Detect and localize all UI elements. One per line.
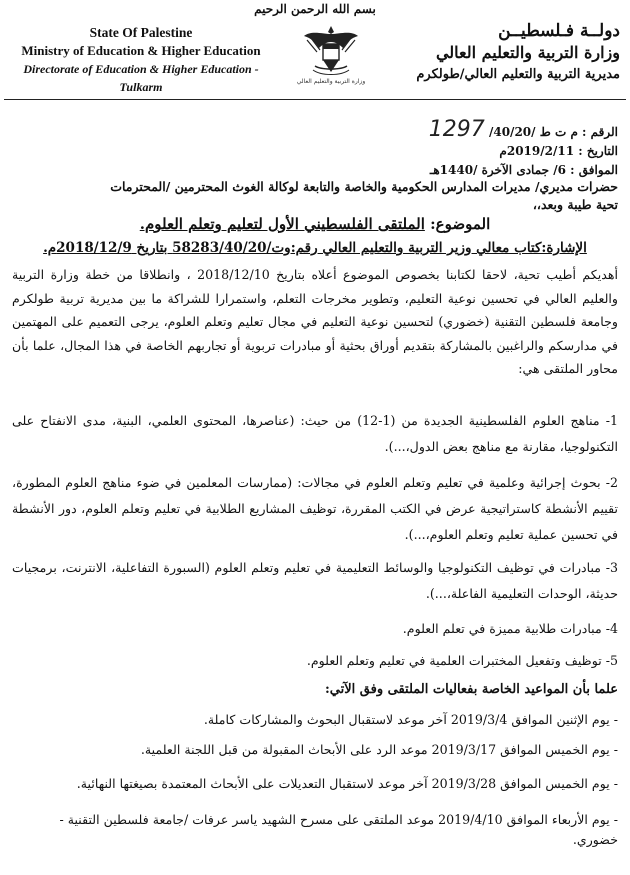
subject-line — [0, 215, 630, 233]
dates-title: علما بأن المواعيد الخاصة بفعاليات الملتقى وفق الآتي: — [324, 682, 618, 697]
handwritten-ref-number: 1297 — [428, 117, 485, 142]
reference-line: الإشارة:كتاب معالي وزير التربية والتعليم العالي رقم:وت/58283/40/20 بتاريخ 2018/12/9م. — [43, 240, 587, 256]
recipients: حضرات مديري/ مديرات المدارس الحكومية والخاصة والتابعة لوكالة الغوث المحترمين /المحترمات — [110, 179, 618, 194]
state-name-ar: دولــة فـلسطيــن — [498, 21, 620, 41]
letter-date: التاريخ : 2019/2/11م — [499, 144, 618, 158]
directorate-name-en: Directorate of Education & Higher Education - Tulkarm — [23, 62, 259, 94]
arabic-letterhead — [380, 20, 620, 86]
emblem-caption: وزارة التربية والتعليم العالي — [296, 78, 366, 85]
reference-number-label: الرقم : م ت ط /40/20/ — [488, 125, 618, 139]
axis-item-1: 1- مناهج العلوم الفلسطينية الجديدة من (1-12) من حيث: (عناصرها، المحتوى العلمي، البنية، مدى الانفتاح على التكنولوجيا، مقارنة مع مناهج بعض الدول،...). — [12, 413, 618, 454]
subject-text: الملتقى الفلسطيني الأول لتعليم وتعلم العلوم. — [139, 215, 425, 233]
basmala: بسم الله الرحمن الرحيم — [254, 2, 376, 16]
axis-item-3: 3- مبادرات في توظيف التكنولوجيا والوسائط التعليمية في تعليم وتعلم العلوم (السبورة التفاعلية، الانترنت، برمجيات حديثة، الوحدات التعليمية الفاعلة،...). — [12, 560, 618, 601]
state-name-en: State Of Palestine — [89, 25, 193, 40]
english-letterhead — [6, 24, 276, 96]
axis-item-5: 5- توظيف وتفعيل المختبرات العلمية في تعليم وتعلم العلوم. — [306, 653, 618, 668]
date-item-3: - يوم الخميس الموافق 2019/3/28 آخر موعد لاستقبال التعديلات على الأبحاث المعتمدة بصيغتها النهائية. — [76, 776, 618, 791]
eagle-icon — [301, 22, 361, 78]
header-divider — [4, 99, 626, 100]
ministry-name-ar: وزارة التربية والتعليم العالي — [435, 43, 620, 62]
intro-paragraph: أهديكم أطيب تحية، لاحقا لكتابنا بخصوص الموضوع أعلاه بتاريخ 2018/12/10 ، وانطلاقا من خطة وزارة التربية والعليم العالي في تحسين نوعية التعليم، وتطوير مخرجات التعلم، واستمرارا للشراكة ما بين مديرية تربية طولكرم وجامعة فلسطين التقنية (خضوري) لتحسين نوعية التعليم في مجال تعليم وتعلم العلوم، يرجى التعميم على المهتمين في مدارسكم والراغبين بالمشاركة بتقديم أوراق بحثية أو مبادرات تربوية أو تجاربهم الخاصة في هذا المجال، علما بأن محاور الملتقى هي: — [12, 267, 619, 376]
reference-number — [18, 117, 618, 142]
subject-label: الموضوع: — [430, 215, 491, 233]
directorate-name-ar: مديرية التربية والتعليم العالي/طولكرم — [416, 67, 620, 82]
date-item-1: - يوم الإثنين الموافق 2019/3/4 آخر موعد لاستقبال البحوث والمشاركات كاملة. — [203, 712, 618, 727]
axis-item-2: 2- بحوث إجرائية وعلمية في تعليم وتعلم العلوم في مجالات: (ممارسات المعلمين في ضوء مناهج العلوم المطورة، تقييم الأنشطة كاستراتيجية عرض في الكتب المقررة، توظيف المشاريع الطلابية في تعليم وتعلم العلوم، دور الأنشطة في تحسين عملية تعليم وتعلم العلوم،...). — [12, 475, 618, 542]
date-item-2: - يوم الخميس الموافق 2019/3/17 موعد الرد على الأبحاث المقبولة من قبل اللجنة العلمية. — [140, 742, 618, 757]
ministry-name-en: Ministry of Education & Higher Education — [21, 43, 261, 58]
greeting: تحية طيبة وبعد،، — [532, 197, 618, 212]
axis-item-4: 4- مبادرات طلابية مميزة في تعلم العلوم. — [402, 621, 618, 636]
date-item-4: - يوم الأربعاء الموافق 2019/4/10 موعد الملتقى على مسرح الشهيد ياسر عرفات /جامعة فلسطين التقنية - خضوري. — [59, 812, 618, 847]
hijri-date: الموافق : 6/ جمادى الآخرة /1440هـ — [429, 163, 618, 177]
palestine-eagle-emblem-icon — [296, 22, 366, 96]
